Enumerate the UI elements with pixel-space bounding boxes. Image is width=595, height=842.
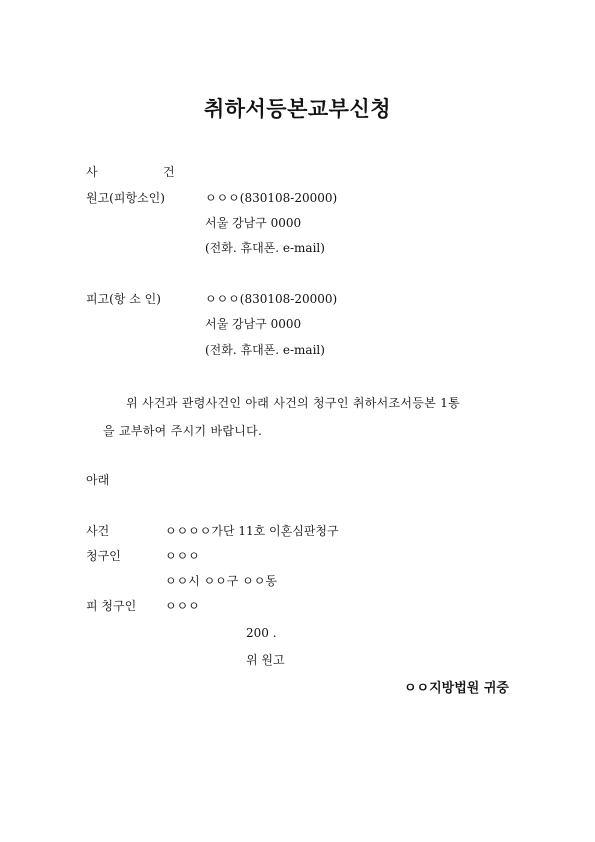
plaintiff-label: 원고(피항소인) — [86, 191, 165, 205]
defendant-contact: (전화. 휴대폰. e-mail) — [205, 343, 325, 357]
detail-respondent-name: ㅇㅇㅇ — [165, 599, 200, 613]
signature-line: 위 원고 — [246, 653, 285, 667]
plaintiff-address: 서울 강남구 0000 — [205, 216, 302, 230]
below-heading: 아래 — [86, 473, 110, 487]
defendant-name: ㅇㅇㅇ(830108-20000) — [205, 292, 338, 306]
plaintiff-name: ㅇㅇㅇ(830108-20000) — [205, 191, 338, 205]
request-body-line2: 을 교부하여 주시기 바랍니다. — [103, 424, 263, 438]
plaintiff-contact: (전화. 휴대폰. e-mail) — [205, 241, 325, 255]
detail-respondent-label: 피 청구인 — [86, 599, 137, 613]
detail-claimant-address: ㅇㅇ시 ㅇㅇ구 ㅇㅇ동 — [165, 574, 277, 588]
defendant-address: 서울 강남구 0000 — [205, 317, 302, 331]
case-label-second: 건 — [163, 165, 175, 179]
defendant-label: 피고(항 소 인) — [86, 292, 161, 306]
detail-claimant-label: 청구인 — [86, 549, 121, 563]
case-label-first: 사 — [86, 165, 98, 179]
detail-claimant-name: ㅇㅇㅇ — [165, 549, 200, 563]
court-addressee: ㅇㅇ지방법원 귀중 — [404, 681, 509, 696]
detail-case-value: ㅇㅇㅇㅇ가단 11호 이혼심판청구 — [165, 524, 339, 538]
date-line: 200 . — [246, 626, 277, 640]
detail-case-label: 사건 — [86, 524, 110, 538]
request-body-line1: 위 사건과 관령사건인 아래 사건의 청구인 취하서조서등본 1통 — [126, 396, 461, 410]
document-title: 취하서등본교부신청 — [203, 96, 392, 121]
